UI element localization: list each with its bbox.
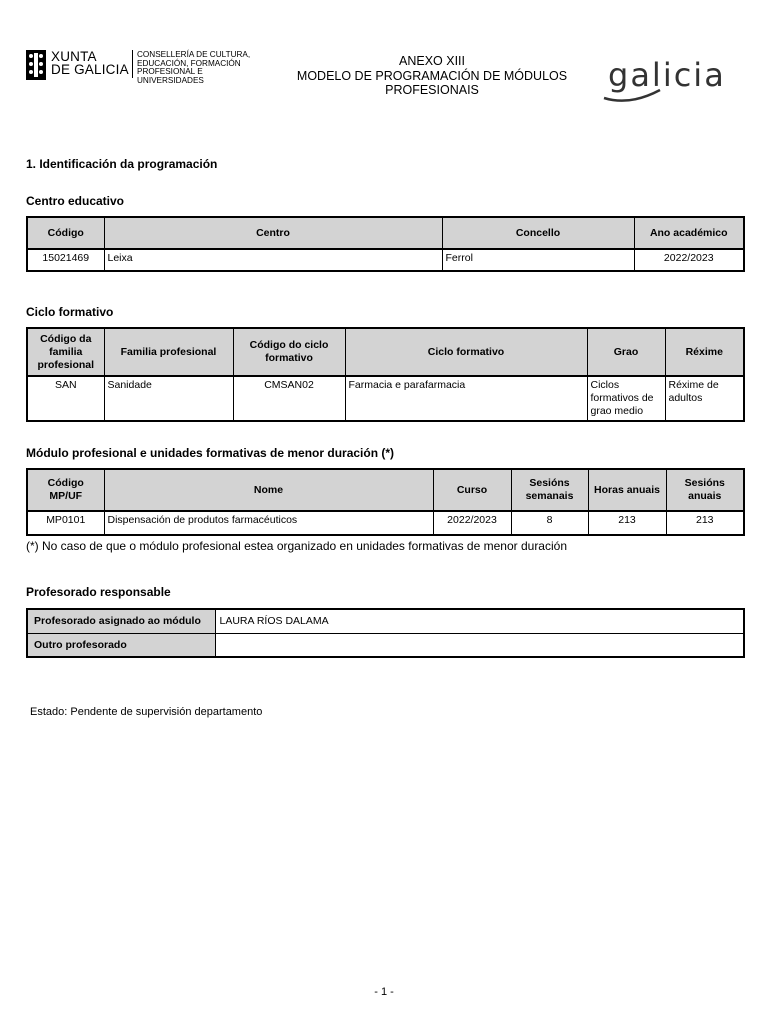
status-text: Estado: Pendente de supervisión departamento: [30, 706, 263, 718]
cell-ano: 2022/2023: [634, 249, 744, 271]
col-ciclo: Ciclo formativo: [345, 328, 587, 376]
table-row: [27, 609, 744, 633]
cell-grao: Ciclos formativos de grao medio: [587, 376, 665, 421]
centro-table: [26, 216, 745, 272]
modulo-table: [26, 468, 745, 536]
department-name: CONSELLERÍA DE CULTURA, EDUCACIÓN, FORMACIÓN PROFESIONAL E UNIVERSIDADES: [137, 50, 251, 85]
cell-nome: Dispensación de produtos farmacéuticos: [104, 511, 433, 535]
galicia-logo-text: galicia: [608, 56, 726, 94]
ciclo-heading: Ciclo formativo: [26, 305, 114, 319]
document-title: [282, 54, 582, 98]
cell-codigo-familia: SAN: [27, 376, 104, 421]
table-row: [27, 511, 744, 535]
col-codigo-familia: Código da familia profesional: [27, 328, 104, 376]
col-sesions-semanais: Sesións semanais: [511, 469, 588, 511]
col-sesions-anuais: Sesións anuais: [666, 469, 744, 511]
page-number: - 1 -: [374, 986, 394, 998]
cell-sesions-semanais: 8: [511, 511, 588, 535]
cell-rexime: Réxime de adultos: [665, 376, 744, 421]
xunta-name: XUNTA DE GALICIA: [51, 49, 129, 77]
col-concello: Concello: [442, 217, 634, 249]
col-nome: Nome: [104, 469, 433, 511]
table-row: [27, 633, 744, 657]
col-codigo-ciclo: Código do ciclo formativo: [233, 328, 345, 376]
profesorado-table: [26, 608, 745, 658]
col-horas-anuais: Horas anuais: [588, 469, 666, 511]
col-codigo-mpuf: Código MP/UF: [27, 469, 104, 511]
modulo-heading: Módulo profesional e unidades formativas de menor duración (*): [26, 446, 395, 460]
cell-centro: Leixa: [104, 249, 442, 271]
cell-codigo-mpuf: MP0101: [27, 511, 104, 535]
other-teacher-value: [215, 633, 744, 657]
galicia-logo: [600, 56, 750, 106]
ciclo-table: [26, 327, 745, 422]
col-familia: Familia profesional: [104, 328, 233, 376]
col-curso: Curso: [433, 469, 511, 511]
logo-divider: [132, 50, 133, 78]
other-teacher-label: Outro profesorado: [27, 633, 215, 657]
cell-familia: Sanidade: [104, 376, 233, 421]
col-rexime: Réxime: [665, 328, 744, 376]
galicia-swoosh-icon: [600, 82, 710, 104]
cell-sesions-anuais: 213: [666, 511, 744, 535]
table-row: [27, 376, 744, 421]
col-grao: Grao: [587, 328, 665, 376]
centro-heading: Centro educativo: [26, 194, 125, 208]
col-codigo: Código: [27, 217, 104, 249]
profesorado-heading: Profesorado responsable: [26, 585, 171, 599]
col-ano-academico: Ano académico: [634, 217, 744, 249]
assigned-teacher-label: Profesorado asignado ao módulo: [27, 609, 215, 633]
title-line-2: PROFESIONAIS: [385, 83, 479, 97]
section-title: 1. Identificación da programación: [26, 157, 218, 171]
cell-curso: 2022/2023: [433, 511, 511, 535]
col-centro: Centro: [104, 217, 442, 249]
table-row: [27, 249, 744, 271]
annex-label: ANEXO XIII: [399, 54, 465, 68]
cell-codigo-ciclo: CMSAN02: [233, 376, 345, 421]
cell-ciclo: Farmacia e parafarmacia: [345, 376, 587, 421]
cell-concello: Ferrol: [442, 249, 634, 271]
modulo-footnote: (*) No caso de que o módulo profesional estea organizado en unidades formativas de menor duración: [26, 539, 567, 553]
xunta-logo: [26, 49, 266, 85]
cell-horas-anuais: 213: [588, 511, 666, 535]
cell-codigo: 15021469: [27, 249, 104, 271]
xunta-shield-icon: [26, 50, 46, 80]
assigned-teacher-value: LAURA RÍOS DALAMA: [215, 609, 744, 633]
title-line-1: MODELO DE PROGRAMACIÓN DE MÓDULOS: [296, 68, 568, 83]
